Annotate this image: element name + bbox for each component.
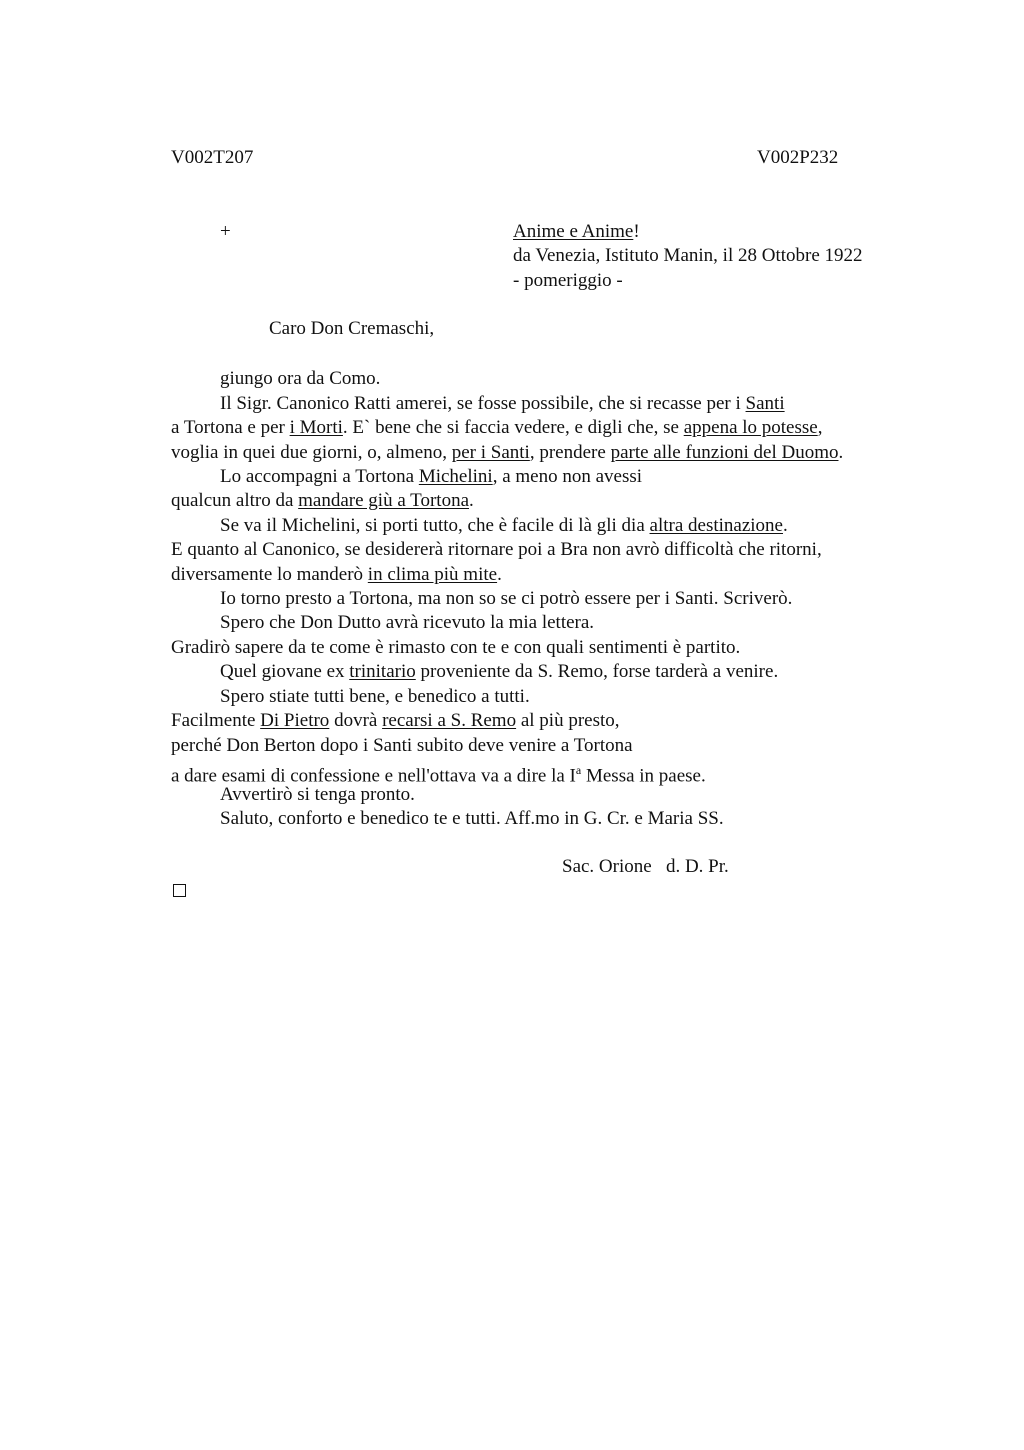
- body-line: qualcun altro da mandare giù a Tortona.: [171, 490, 474, 511]
- body-line: Spero che Don Dutto avrà ricevuto la mia lettera.: [220, 612, 595, 633]
- body-line: Spero stiate tutti bene, e benedico a tutti.: [220, 686, 530, 707]
- document-code-right: V002P232: [757, 147, 839, 168]
- body-line: perché Don Berton dopo i Santi subito deve venire a Tortona: [171, 735, 633, 756]
- motto-text: Anime e Anime: [513, 221, 634, 242]
- body-line: Io torno presto a Tortona, ma non so se ci potrò essere per i Santi. Scriverò.: [220, 588, 793, 609]
- motto: Anime e Anime!: [513, 221, 640, 242]
- body-line: Facilmente Di Pietro dovrà recarsi a S. Remo al più presto,: [171, 710, 620, 731]
- body-line: voglia in quei due giorni, o, almeno, per i Santi, prendere parte alle funzioni del Duomo.: [171, 442, 844, 463]
- end-marker-square: [173, 884, 186, 897]
- body-line: a Tortona e per i Morti. E` bene che si faccia vedere, e digli che, se appena lo potesse,: [171, 417, 823, 438]
- body-line: E quanto al Canonico, se desidererà ritornare poi a Bra non avrò difficoltà che ritorni,: [171, 539, 822, 560]
- body-line: Il Sigr. Canonico Ratti amerei, se fosse possibile, che si recasse per i Santi: [220, 393, 785, 414]
- body-line: diversamente lo manderò in clima più mite.: [171, 564, 502, 585]
- time-of-day: - pomeriggio -: [513, 270, 623, 291]
- body-line: Se va il Michelini, si porti tutto, che è facile di là gli dia altra destinazione.: [220, 515, 788, 536]
- salutation: Caro Don Cremaschi,: [269, 318, 435, 339]
- signature: Sac. Orione d. D. Pr.: [562, 856, 729, 877]
- body-line: Lo accompagni a Tortona Michelini, a meno non avessi: [220, 466, 643, 487]
- cross-mark: +: [220, 221, 231, 242]
- body-line: giungo ora da Como.: [220, 368, 381, 389]
- body-line: Saluto, conforto e benedico te e tutti. Aff.mo in G. Cr. e Maria SS.: [220, 808, 724, 829]
- body-line: Avvertirò si tenga pronto.: [220, 784, 415, 805]
- body-line: Quel giovane ex trinitario proveniente da S. Remo, forse tarderà a venire.: [220, 661, 779, 682]
- document-code-left: V002T207: [171, 147, 254, 168]
- place-date: da Venezia, Istituto Manin, il 28 Ottobre 1922: [513, 245, 863, 266]
- body-line: a dare esami di confessione e nell'ottava va a dire la $I^a$ Messa in paese.: [171, 763, 706, 787]
- body-line: Gradirò sapere da te come è rimasto con te e con quali sentimenti è partito.: [171, 637, 741, 658]
